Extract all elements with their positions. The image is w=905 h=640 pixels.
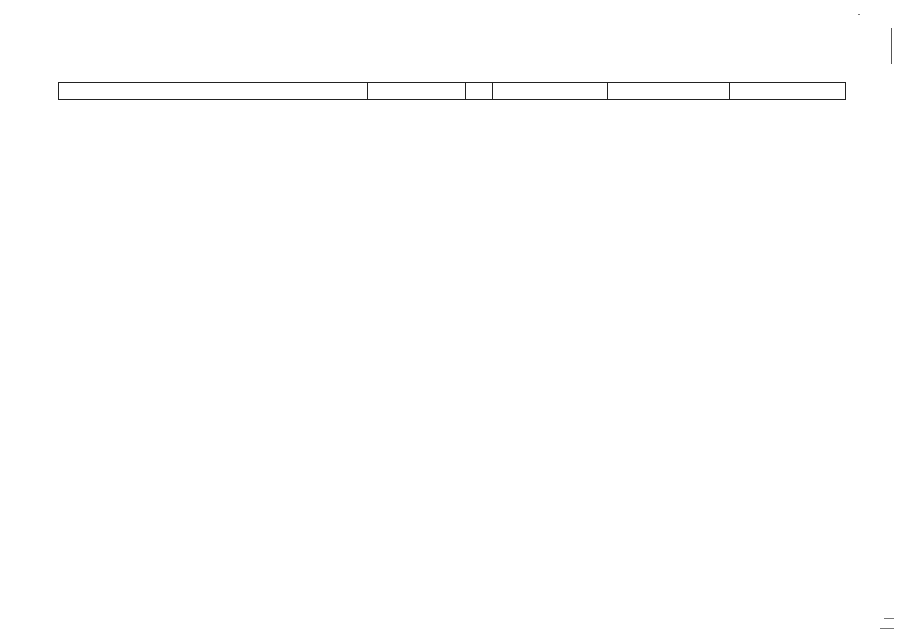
header-cell-5 <box>607 83 730 99</box>
header-cell-2 <box>367 83 466 99</box>
scan-mark <box>884 618 894 619</box>
scan-mark <box>858 14 860 15</box>
header-cell-1 <box>59 83 367 99</box>
scan-mark <box>880 628 894 629</box>
scan-mark <box>891 28 892 64</box>
header-cell-6 <box>729 83 846 99</box>
header-cell-3 <box>465 83 493 99</box>
header-cell-4 <box>492 83 608 99</box>
table-header-row <box>58 82 846 100</box>
